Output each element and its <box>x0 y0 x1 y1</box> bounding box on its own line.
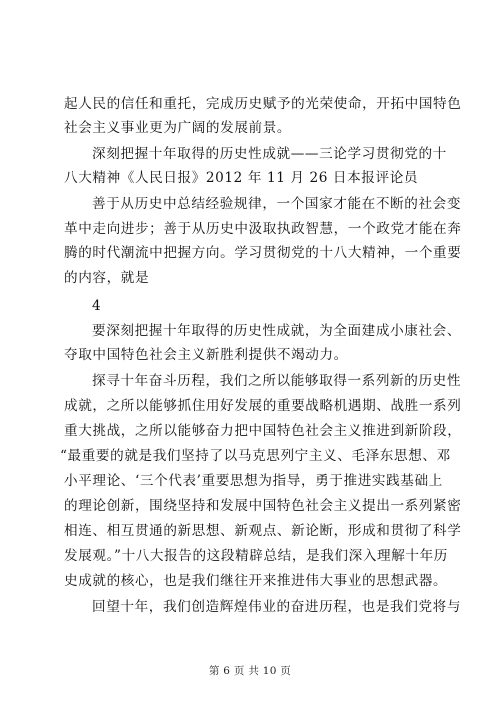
paragraph-line: 探寻十年奋斗历程，我们之所以能够取得一系列新的历史性 <box>92 373 462 389</box>
paragraph-line: 夺取中国特色社会主义新胜利提供不竭动力。 <box>64 347 348 363</box>
paragraph-line: 要深刻把握十年取得的历史性成就，为全面建成小康社会、 <box>92 323 462 339</box>
paragraph-line: 史成就的核心，也是我们继往开来推进伟大事业的思想武器。 <box>64 573 448 589</box>
page-number-footer: 第 6 页 共 10 页 <box>208 665 292 677</box>
paragraph-line: 革中走向进步；善于从历史中汲取执政智慧，一个政党才能在奔 <box>64 221 462 237</box>
paragraph-line: 的理论创新，围绕坚持和发展中国特色社会主义提出一系列紧密 <box>64 498 462 514</box>
paragraph-line: 的内容，就是 <box>64 270 150 286</box>
paragraph-line: 相连、相互贯通的新思想、新观点、新论断，形成和贯彻了科学 <box>64 523 462 539</box>
article-title-line: 深刻把握十年取得的历史性成就——三论学习贯彻党的十 <box>92 146 447 162</box>
paragraph-line: 社会主义事业更为广阔的发展前景。 <box>64 120 292 136</box>
paragraph-line: 成就，之所以能够抓住用好发展的重要战略机遇期、战胜一系列 <box>64 398 462 414</box>
paragraph-line: 重大挑战，之所以能够奋力把中国特色社会主义推进到新阶段， <box>64 423 462 439</box>
paragraph-line: 小平理论、‘三个代表’重要思想为指导，勇于推进实践基础上 <box>64 473 443 489</box>
page-marker: 4 <box>92 298 102 314</box>
paragraph-line: 起人民的信任和重托，完成历史赋予的光荣使命，开拓中国特色 <box>64 96 462 112</box>
paragraph-line: 腾的时代潮流中把握方向。学习贯彻党的十八大精神，一个重要 <box>64 245 462 261</box>
paragraph-line: 回望十年，我们创造辉煌伟业的奋进历程，也是我们党将与 <box>92 599 462 615</box>
paragraph-line: “最重要的就是我们坚持了以马克思列宁主义、毛泽东思想、邓 <box>60 448 451 464</box>
paragraph-line: 善于从历史中总结经验规律，一个国家才能在不断的社会变 <box>92 196 462 212</box>
paragraph-line: 发展观。”十八大报告的这段精辟总结，是我们深入理解十年历 <box>64 548 448 564</box>
article-source-line: 八大精神《人民日报》2012 年 11 月 26 日本报评论员 <box>64 170 419 186</box>
